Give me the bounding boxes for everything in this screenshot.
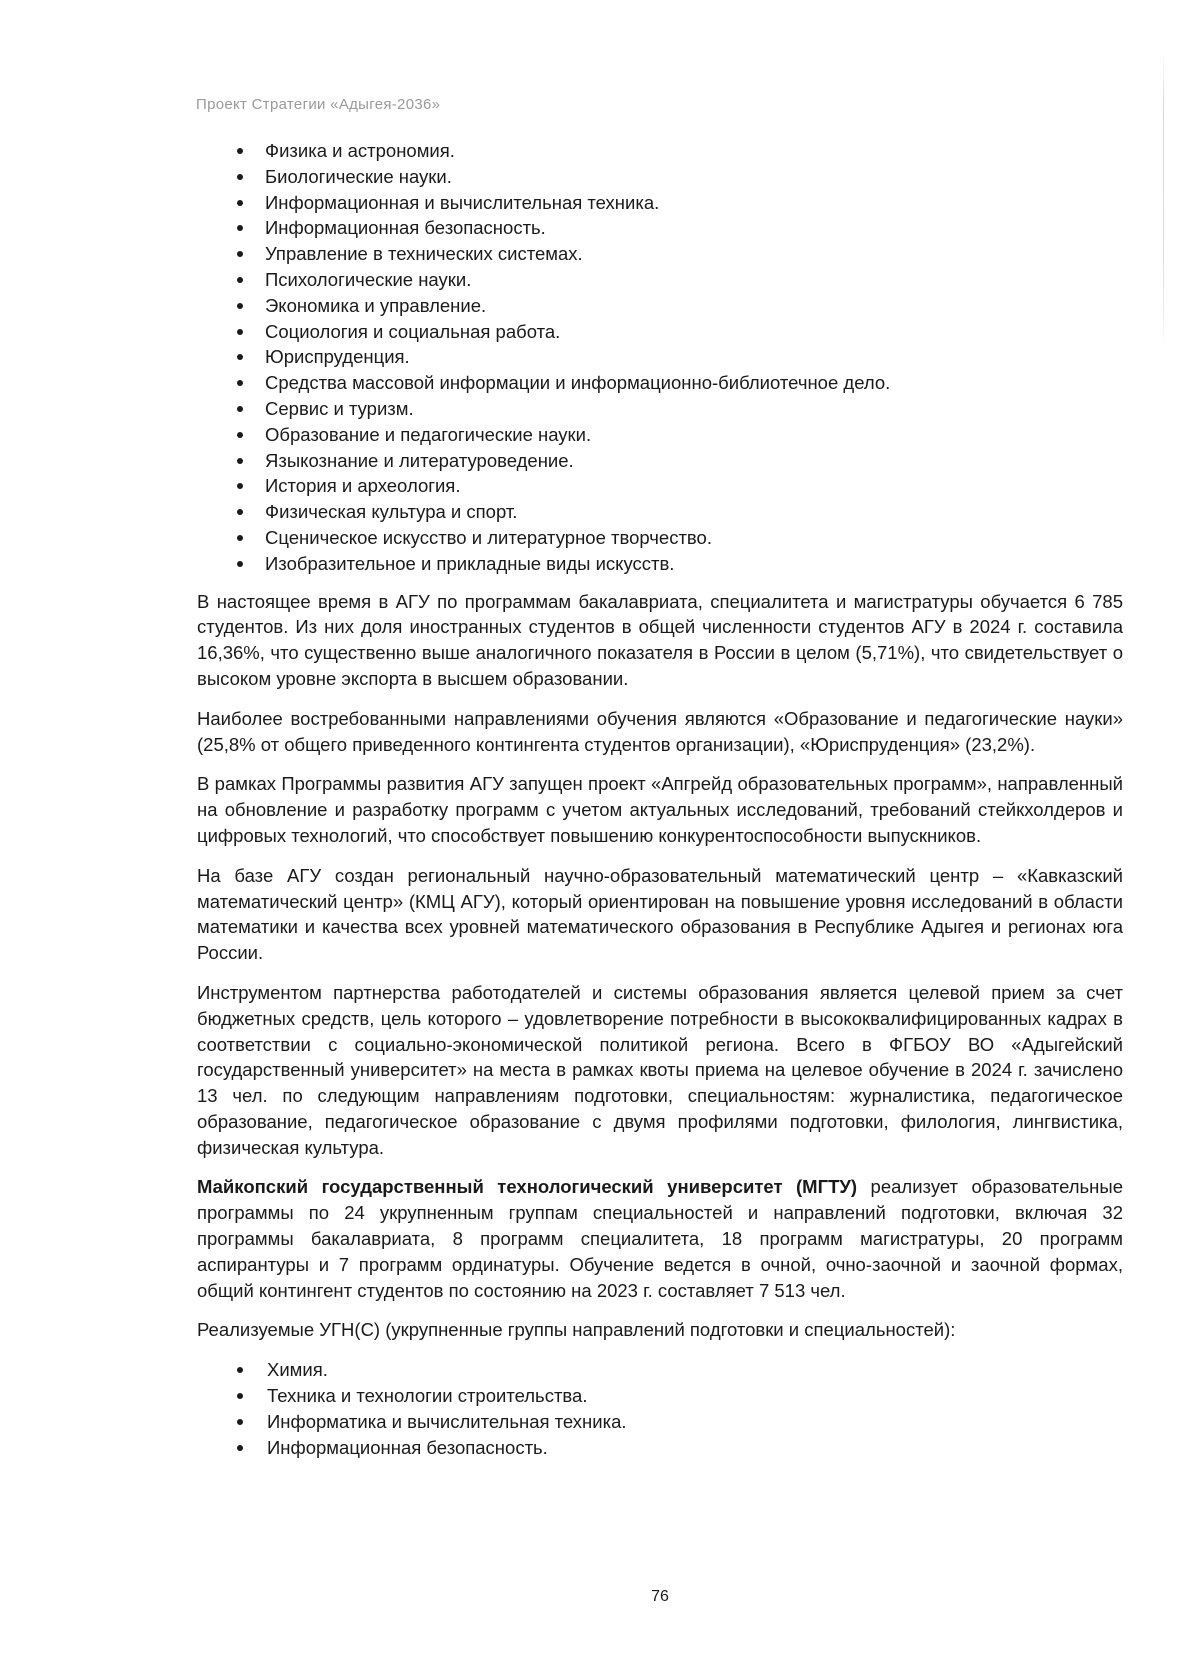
list-item: История и археология. [197,473,1123,499]
list-item: Информационная безопасность. [197,1435,1123,1461]
page-number: 76 [651,1588,669,1605]
paragraph-targeted-admission: Инструментом партнерства работодателей и системы образования является целевой прием за счет бюджетных средств, цель которого – удовлетворение потребности в высококвалифицированных кадрах в соответствии с социально-экономической политикой региона. Всего в ФГБОУ ВО «Адыгейский государственный университет» на места в рамках квоты приема на целевое обучение в 2024 г. зачислено 13 чел. по следующим направлениям подготовки, специальностям: журналистика, педагогическое образование, педагогическое образование с двумя профилями подготовки, филология, лингвистика, физическая культура. [197,981,1123,1158]
list-item: Физическая культура и спорт. [197,499,1123,525]
paragraph-math-center: На базе АГУ создан региональный научно-образовательный математический центр – «Кавказский математический центр» (КМЦ АГУ), который ориентирован на повышение уровня исследований в области математики и качества всех уровней математического образования в Республике Адыгея и регионах юга России. [197,864,1123,964]
mgtu-name: Майкопский государственный технологический университет (МГТУ) [197,1176,858,1198]
list-item: Языкознание и литературоведение. [197,448,1123,474]
paragraph-popular-directions: Наиболее востребованными направлениями обучения являются «Образование и педагогические науки» (25,8% от общего приведенного контингента студентов организации), «Юриспруденция» (23,2%). [197,707,1123,755]
list-item: Управление в технических системах. [197,241,1123,267]
paragraph-ugns-intro: Реализуемые УГН(С) (укрупненные группы направлений подготовки и специальностей): [197,1319,956,1341]
list-item: Физика и астрономия. [197,138,1123,164]
specialties-list-mgtu [197,1357,1123,1460]
list-item: Юриспруденция. [197,344,1123,370]
page-body [197,138,1123,1460]
list-item: Образование и педагогические науки. [197,422,1123,448]
mgtu-description: реализует образовательные программы по 24 укрупненным группам специальностей и направлений подготовки, включая 32 программы бакалавриата, 8 программ специалитета, 18 программ магистратуры, 20 программ аспирантуры и 7 программ ординатуры. Обучение ведется в очной, очно-заочной и заочной формах, общий контингент студентов по состоянию на 2023 г. составляет 7 513 чел. [197,1176,1123,1301]
list-item: Средства массовой информации и информационно-библиотечное дело. [197,370,1123,396]
specialties-list-agu [197,138,1123,577]
scan-edge-line [1163,50,1164,350]
list-item: Сценическое искусство и литературное творчество. [197,525,1123,551]
list-item: Биологические науки. [197,164,1123,190]
list-item: Техника и технологии строительства. [197,1383,1123,1409]
list-item: Экономика и управление. [197,293,1123,319]
paragraph-upgrade-project: В рамках Программы развития АГУ запущен проект «Апгрейд образовательных программ», направленный на обновление и разработку программ с учетом актуальных исследований, требований стейкхолдеров и цифровых технологий, что способствует повышению конкурентоспособности выпускников. [197,773,1123,846]
paragraph-students-count: В настоящее время в АГУ по программам бакалавриата, специалитета и магистратуры обучается 6 785 студентов. Из них доля иностранных студентов в общей численности студентов АГУ в 2024 г. составила 16,36%, что существенно выше аналогичного показателя в России в целом (5,71%), что свидетельствует о высоком уровне экспорта в высшем образовании. [197,590,1123,689]
paragraph-mgtu [197,1174,1123,1303]
running-header: Проект Стратегии «Адыгея-2036» [196,96,441,113]
list-item: Сервис и туризм. [197,396,1123,422]
list-item: Информатика и вычислительная техника. [197,1409,1123,1435]
list-item: Изобразительное и прикладные виды искусств. [197,551,1123,577]
list-item: Химия. [197,1357,1123,1383]
list-item: Социология и социальная работа. [197,319,1123,345]
list-item: Психологические науки. [197,267,1123,293]
list-item: Информационная и вычислительная техника. [197,190,1123,216]
list-item: Информационная безопасность. [197,215,1123,241]
